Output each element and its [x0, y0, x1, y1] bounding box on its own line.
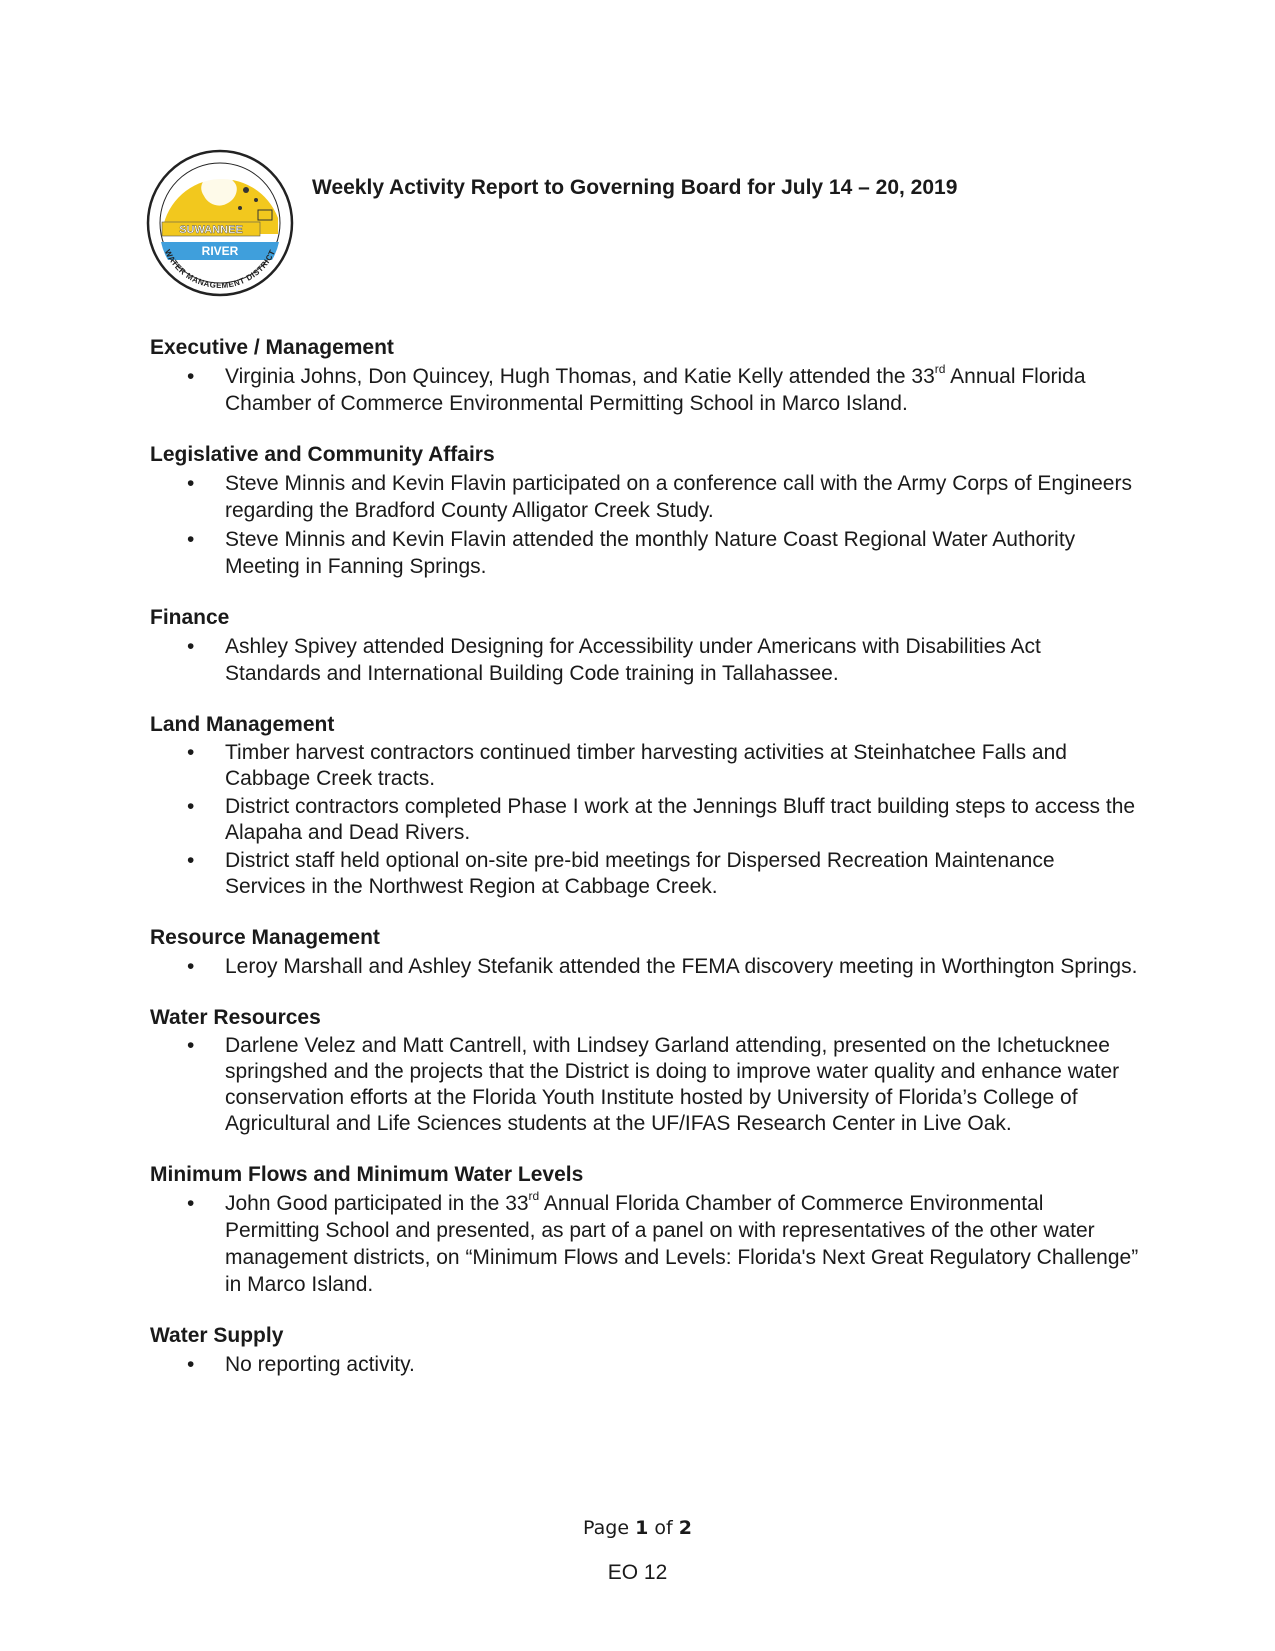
district-logo [146, 148, 294, 298]
logo-text-river: RIVER [201, 244, 239, 258]
section-heading: Finance [150, 606, 230, 629]
section-heading: Water Resources [150, 1006, 321, 1029]
logo-text-ring: WATER MANAGEMENT DISTRICT [162, 248, 278, 291]
section-heading: Resource Management [150, 926, 380, 949]
list-item: • Virginia Johns, Don Quincey, Hugh Thomas, and Katie Kelly attended the 33rd Annual Florida Chamber of Commerce Environmental Permitting School in Marco Island. [150, 363, 1140, 417]
list-item: • Steve Minnis and Kevin Flavin participated on a conference call with the Army Corps of Engineers regarding the Bradford County Alligator Creek Study. [150, 470, 1140, 524]
list-item: • Steve Minnis and Kevin Flavin attended the monthly Nature Coast Regional Water Authority Meeting in Fanning Springs. [150, 526, 1140, 580]
list-item: • District contractors completed Phase I work at the Jennings Bluff tract building steps to access the Alapaha and Dead Rivers. [150, 794, 1140, 846]
section-heading: Land Management [150, 713, 335, 736]
section-finance [150, 604, 1140, 687]
page-number: Page 1 of 2 [583, 1517, 692, 1539]
logo-text-suwannee: SUWANNEE [179, 224, 243, 236]
section-heading: Legislative and Community Affairs [150, 443, 495, 466]
section-heading: Water Supply [150, 1324, 284, 1347]
report-body [150, 334, 1140, 1402]
list-item: • No reporting activity. [150, 1351, 1140, 1378]
section-water-supply [150, 1322, 1140, 1378]
list-item: • District staff held optional on-site pre-bid meetings for Dispersed Recreation Maintenance Services in the Northwest Region at Cabbage Creek. [150, 848, 1140, 900]
section-heading: Minimum Flows and Minimum Water Levels [150, 1163, 584, 1186]
section-water-resources [150, 1004, 1140, 1137]
section-land-management [150, 711, 1140, 900]
section-legislative-community-affairs [150, 441, 1140, 580]
section-minimum-flows-levels [150, 1161, 1140, 1298]
report-title: Weekly Activity Report to Governing Board for July 14 – 20, 2019 [312, 176, 958, 199]
list-item: • Ashley Spivey attended Designing for Accessibility under Americans with Disabilities Act Standards and International Building Code training in Tallahassee. [150, 633, 1140, 687]
document-code: EO 12 [607, 1561, 668, 1584]
section-executive-management [150, 334, 1140, 417]
list-item: • Darlene Velez and Matt Cantrell, with Lindsey Garland attending, presented on the Ichetucknee springshed and the projects that the District is doing to improve water quality and enhance water conservation efforts at the Florida Youth Institute hosted by University of Florida’s College of Agricultural and Life Sciences students at the UF/IFAS Research Center in Live Oak. [150, 1033, 1140, 1137]
list-item: • Timber harvest contractors continued timber harvesting activities at Steinhatchee Falls and Cabbage Creek tracts. [150, 740, 1140, 792]
section-heading: Executive / Management [150, 336, 394, 359]
section-resource-management [150, 924, 1140, 980]
list-item: • Leroy Marshall and Ashley Stefanik attended the FEMA discovery meeting in Worthington Springs. [150, 953, 1140, 980]
list-item: • John Good participated in the 33rd Annual Florida Chamber of Commerce Environmental Permitting School and presented, as part of a panel on with representatives of the other water management districts, on “Minimum Flows and Levels: Florida's Next Great Regulatory Challenge” in Marco Island. [150, 1190, 1140, 1298]
